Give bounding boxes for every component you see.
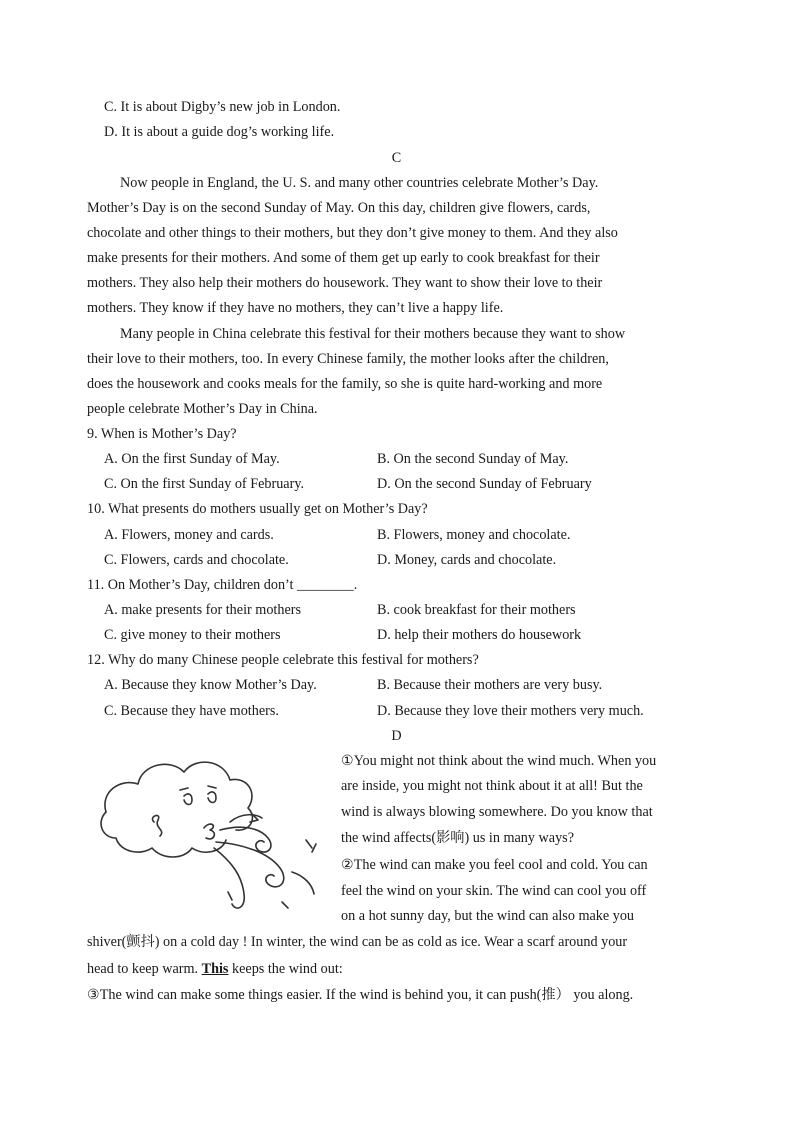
passage-d-line: are inside, you might not think about it at all! But the xyxy=(341,778,643,794)
option-c[interactable]: C. On the first Sunday of February. xyxy=(104,476,305,492)
option-d[interactable]: D. help their mothers do housework xyxy=(377,627,582,643)
option-c[interactable]: C. give money to their mothers xyxy=(104,627,281,643)
prev-option-c: C. It is about Digby’s new job in London. xyxy=(104,99,341,115)
question-stem: 10. What presents do mothers usually get on Mother’s Day? xyxy=(87,501,428,517)
passage-c-line: does the housework and cooks meals for the family, so she is quite hard-working and more xyxy=(87,376,603,392)
passage-d-line: ②The wind can make you feel cool and cold. You can xyxy=(341,857,648,873)
passage-d-line: ①You might not think about the wind much. When you xyxy=(341,753,657,769)
line-text-after: keeps the wind out: xyxy=(228,961,343,977)
passage-c-line: make presents for their mothers. And some of them get up early to cook breakfast for their xyxy=(87,250,600,266)
option-d[interactable]: D. Because they love their mothers very much. xyxy=(377,703,644,719)
question-stem: 9. When is Mother’s Day? xyxy=(87,426,237,442)
passage-d-line xyxy=(87,959,343,979)
passage-c-line: Mother’s Day is on the second Sunday of May. On this day, children give flowers, cards, xyxy=(87,200,591,216)
passage-c-line: people celebrate Mother’s Day in China. xyxy=(87,401,318,417)
option-a[interactable]: A. Flowers, money and cards. xyxy=(104,527,274,543)
passage-d-heading: D xyxy=(391,728,402,744)
line-text-before: head to keep warm. xyxy=(87,961,202,977)
question-stem: 11. On Mother’s Day, children don’t ________. xyxy=(87,577,358,593)
option-c[interactable]: C. Flowers, cards and chocolate. xyxy=(104,552,289,568)
passage-d-line: shiver(颤抖) on a cold day ! In winter, the wind can be as cold as ice. Wear a scarf around your xyxy=(87,934,628,950)
option-c[interactable]: C. Because they have mothers. xyxy=(104,703,279,719)
passage-d-line: feel the wind on your skin. The wind can cool you off xyxy=(341,883,647,899)
passage-c-line: Now people in England, the U. S. and many other countries celebrate Mother’s Day. xyxy=(120,175,599,191)
option-b[interactable]: B. cook breakfast for their mothers xyxy=(377,602,576,618)
passage-c-line: Many people in China celebrate this festival for their mothers because they want to show xyxy=(120,326,626,342)
passage-c-line: mothers. They also help their mothers do housework. They want to show their love to their xyxy=(87,275,603,291)
option-a[interactable]: A. make presents for their mothers xyxy=(104,602,301,618)
option-d[interactable]: D. On the second Sunday of February xyxy=(377,476,592,492)
prev-option-d: D. It is about a guide dog’s working life. xyxy=(104,124,335,140)
passage-c-heading: C xyxy=(391,150,402,166)
underlined-word-this: This xyxy=(201,961,229,977)
passage-c-line: their love to their mothers, too. In every Chinese family, the mother looks after the children, xyxy=(87,351,609,367)
passage-c-line: chocolate and other things to their mothers, but they don’t give money to them. And they also xyxy=(87,225,618,241)
passage-d-line: the wind affects(影响) us in many ways? xyxy=(341,830,574,846)
passage-d-line: ③The wind can make some things easier. If the wind is behind you, it can push(推） you along. xyxy=(87,987,634,1003)
passage-c-line: mothers. They know if they have no mothers, they can’t live a happy life. xyxy=(87,300,504,316)
option-d[interactable]: D. Money, cards and chocolate. xyxy=(377,552,557,568)
passage-d-line: wind is always blowing somewhere. Do you know that xyxy=(341,804,653,820)
option-b[interactable]: B. Because their mothers are very busy. xyxy=(377,677,603,693)
wind-cloud-illustration xyxy=(92,752,332,922)
option-a[interactable]: A. On the first Sunday of May. xyxy=(104,451,280,467)
option-b[interactable]: B. On the second Sunday of May. xyxy=(377,451,569,467)
passage-d-line: on a hot sunny day, but the wind can also make you xyxy=(341,908,635,924)
option-a[interactable]: A. Because they know Mother’s Day. xyxy=(104,677,317,693)
question-stem: 12. Why do many Chinese people celebrate this festival for mothers? xyxy=(87,652,479,668)
option-b[interactable]: B. Flowers, money and chocolate. xyxy=(377,527,571,543)
